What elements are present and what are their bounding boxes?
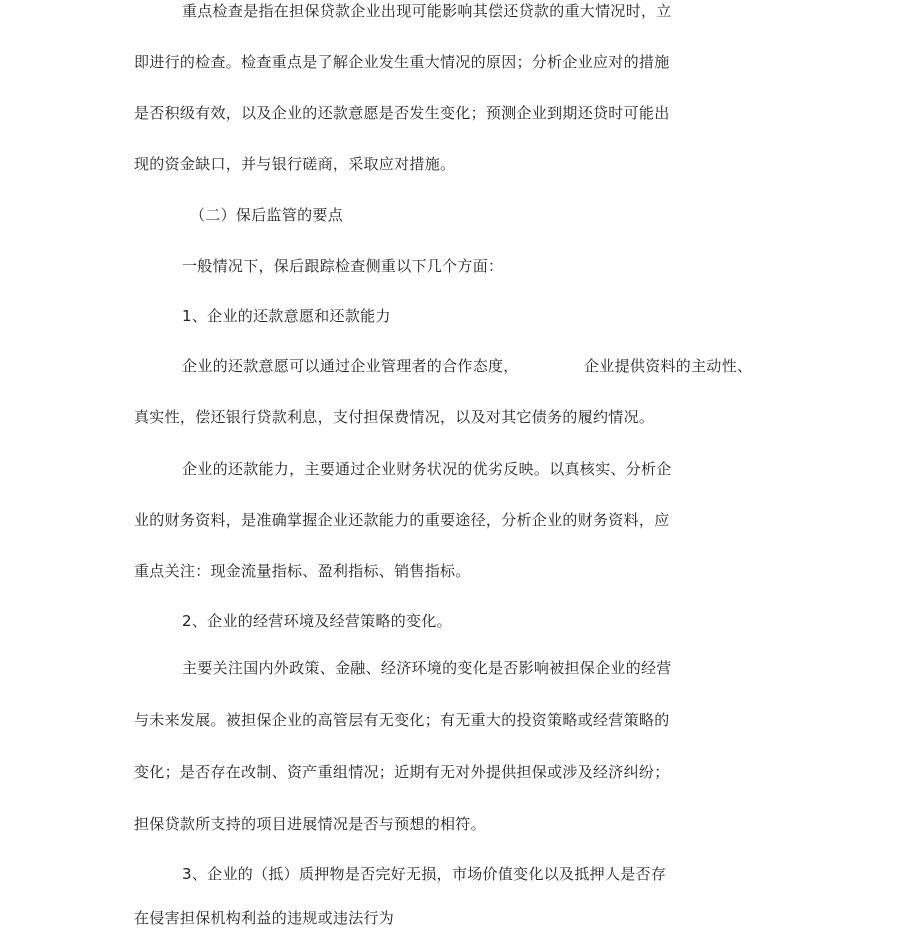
paragraph-line: 重点关注：现金流量指标、盈利指标、销售指标。 [134, 562, 471, 580]
paragraph-line: 企业的还款意愿可以通过企业管理者的合作态度， [182, 357, 519, 375]
list-heading: 2、企业的经营环境及经营策略的变化。 [182, 612, 452, 630]
paragraph-line-continuation: 企业提供资料的主动性、 [584, 357, 753, 375]
list-heading: 3、企业的（抵）质押物是否完好无损，市场价值变化以及抵押人是否存 [182, 865, 667, 883]
paragraph-line: 主要关注国内外政策、金融、经济环境的变化是否影响被担保企业的经营 [182, 659, 672, 677]
paragraph-line: 即进行的检查。检查重点是了解企业发生重大情况的原因；分析企业应对的措施 [134, 53, 670, 71]
paragraph-line: 真实性，偿还银行贷款利息，支付担保费情况，以及对其它债务的履约情况。 [134, 408, 655, 426]
paragraph-line: 业的财务资料，是准确掌握企业还款能力的重要途径，分析企业的财务资料，应 [134, 511, 670, 529]
paragraph-line: 一般情况下，保后跟踪检查侧重以下几个方面： [182, 257, 504, 275]
paragraph-line: 变化；是否存在改制、资产重组情况；近期有无对外提供担保或涉及经济纠纷； [134, 763, 670, 781]
paragraph-line: 重点检查是指在担保贷款企业出现可能影响其偿还贷款的重大情况时，立 [182, 2, 672, 20]
paragraph-line: 在侵害担保机构利益的违规或违法行为 [134, 909, 395, 927]
paragraph-line: 与未来发展。被担保企业的高管层有无变化；有无重大的投资策略或经营策略的 [134, 711, 670, 729]
section-heading: （二）保后监管的要点 [190, 206, 344, 224]
paragraph-line: 企业的还款能力，主要通过企业财务状况的优劣反映。以真核实、分析企 [182, 460, 672, 478]
list-heading: 1、企业的还款意愿和还款能力 [182, 307, 391, 325]
paragraph-line: 现的资金缺口，并与银行磋商，采取应对措施。 [134, 155, 456, 173]
paragraph-line: 担保贷款所支持的项目进展情况是否与预想的相符。 [134, 815, 486, 833]
paragraph-line: 是否积级有效，以及企业的还款意愿是否发生变化；预测企业到期还贷时可能出 [134, 104, 670, 122]
